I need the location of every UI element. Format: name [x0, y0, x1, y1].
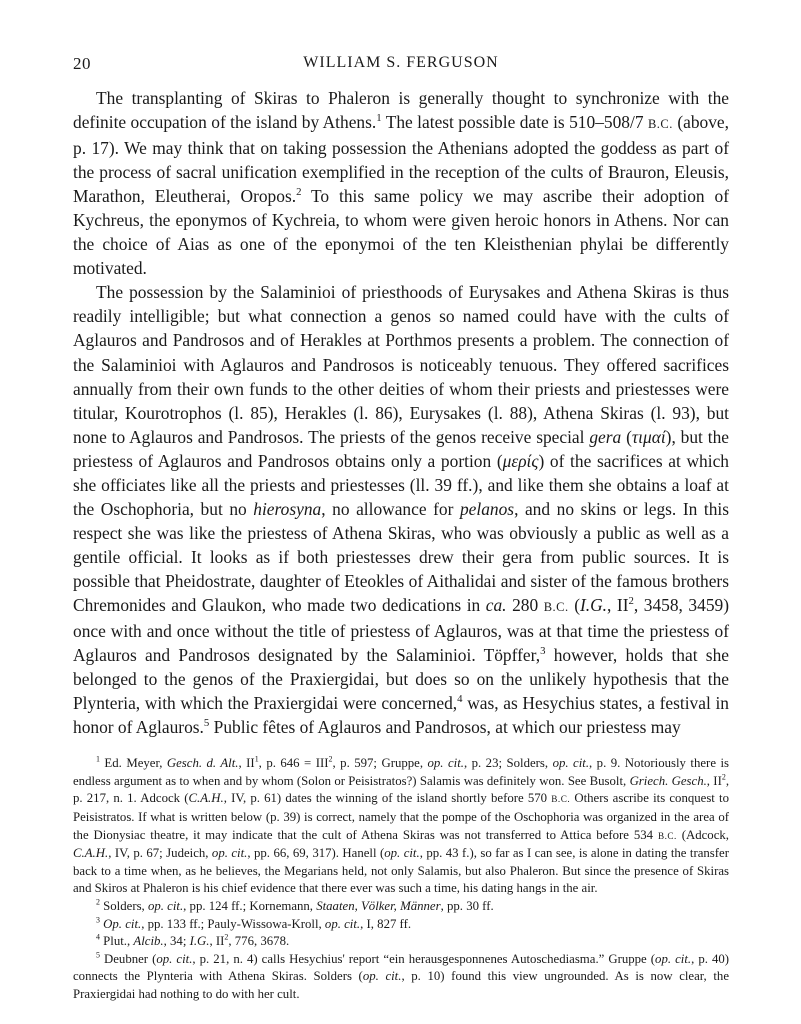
- footnote-ref: 1: [96, 755, 100, 764]
- text-run: , 3458, 3459) once with and once without the title of priestess of Aglauros, was at that time the priestess of Aglauros and Pandrosos designated by the Salaminioi. Töpffer,: [73, 594, 730, 666]
- text-run: Deubner (: [99, 951, 157, 966]
- text-run: ) of the sacrifices at which she officiates like all the priests and priestesses (ll. 39 ff.), and like them she obtains a loaf at the Oschophoria, but no: [73, 450, 729, 519]
- text-run: , 34;: [163, 934, 190, 949]
- italic-run: op. cit.: [324, 916, 361, 931]
- text-run: , p. 10) found this view ungrounded. As is now clear, the Praxiergidai had nothing to do with her cult.: [73, 969, 729, 1001]
- small-caps-run: B.C.: [657, 830, 677, 841]
- footnote-5: [73, 951, 729, 1004]
- italic-run: ca.: [485, 594, 507, 615]
- text-run: , IV, p. 67; Judeich,: [108, 846, 212, 861]
- text-run: , p. 23; Solders,: [463, 756, 553, 771]
- text-run: The latest possible date is 510–508/7: [381, 112, 648, 133]
- text-run: , 776, 3678.: [228, 934, 290, 949]
- italic-run: op. cit.: [362, 969, 402, 984]
- italic-run: gera: [589, 426, 622, 447]
- text-run: , pp. 66, 69, 317). Hanell (: [247, 846, 385, 861]
- footnote-ref: 4: [96, 932, 100, 942]
- small-caps-run: B.C.: [647, 117, 673, 132]
- text-run: , p. 597; Gruppe,: [332, 756, 428, 771]
- footnote-ref: 2: [628, 595, 634, 608]
- text-run: (: [621, 426, 632, 447]
- italic-run: op. cit.: [156, 951, 193, 966]
- text-run: , pp. 133 ff.; Pauly-Wissowa-Kroll,: [141, 916, 325, 931]
- text-run: Solders,: [99, 899, 148, 914]
- running-head: [73, 54, 729, 78]
- italic-run: I.G.: [579, 594, 608, 615]
- small-caps-run: B.C.: [551, 794, 571, 805]
- italic-run: op. cit.: [147, 899, 184, 914]
- text-run: , pp. 43 f.), so far as I can see, is alone in dating the transfer back to a time when, as he believes, the Megarians held, not only Salamis, but also Phaleron. But since the presence of Skiras and Skiros at Phaleron is his chief evidence that there ever was such a time, his dating hangs in the air.: [73, 846, 729, 896]
- text-run: , I, 827 ff.: [360, 916, 412, 931]
- footnote-ref: 1: [254, 755, 259, 764]
- footnote-ref: 2: [721, 772, 726, 782]
- footnote-ref: 1: [376, 112, 382, 125]
- italic-run: op. cit.: [655, 951, 692, 966]
- text-run: , p. 21, n. 4) calls Hesychius' report “ein herausgesponnenes Autoschediasma.” Gruppe (: [192, 951, 656, 966]
- text-run: however, holds that she belonged to the genos of the Praxiergidai, but does so on the unlikely hypothesis that the Plynteria, with which the Praxiergidai were concerned,: [73, 645, 729, 714]
- italic-run: Staaten, Völker, Männer: [316, 899, 441, 914]
- footnote-ref: 5: [96, 950, 100, 960]
- italic-run: Gesch. d. Alt.: [166, 756, 239, 771]
- italic-run: μερίς: [502, 450, 539, 471]
- text-run: was, as Hesychius states, a festival in honor of Aglauros.: [73, 693, 729, 738]
- italic-run: op. cit.: [552, 756, 590, 771]
- text-run: , p. 646 = III: [258, 756, 329, 771]
- footnote-ref: 2: [328, 755, 333, 764]
- italic-run: op. cit.: [427, 756, 464, 771]
- text-run: Others ascribe its conquest to Peisistratos. If what is written below (p. 39) is correct, namely that the pompe of the Oschophoria was organized in the area of the Dionysiac theatre, it may indicate that the cult of Athena Skiras was not transferred to Attica before 534: [73, 791, 729, 842]
- footnote-1: [73, 755, 729, 898]
- text-run: , IV, p. 61) dates the winning of the island shortly before 570: [223, 791, 552, 806]
- italic-run: Griech. Gesch.: [629, 773, 707, 788]
- text-run: , II: [209, 934, 225, 949]
- body-text: [73, 86, 729, 739]
- text-run: , p. 217, n. 1. Adcock (: [73, 773, 730, 806]
- text-run: Public fêtes of Aglauros and Pandrosos, at which our priestess may: [209, 717, 681, 738]
- footnote-2: [73, 898, 729, 916]
- text-run: , II: [607, 594, 629, 615]
- footnote-ref: 3: [96, 915, 100, 925]
- text-run: Ed. Meyer,: [99, 756, 167, 771]
- text-run: ), but the priestess of Aglauros and Pandrosos obtains only a portion (: [73, 426, 729, 471]
- text-run: To this same policy we may ascribe their adoption of Kychreus, the eponymos of Kychreia, to whom were given heroic honors in Athens. Nor can the choice of Aias as one of the eponymoi of the ten Kleisthenian phylai be differently motivated.: [73, 186, 729, 279]
- italic-run: τιμαί: [631, 426, 666, 447]
- text-run: (Adcock,: [676, 827, 729, 842]
- italic-run: I.G.: [189, 934, 210, 949]
- footnotes: [73, 755, 729, 1003]
- text-run: 280: [506, 594, 544, 615]
- text-run: The transplanting of Skiras to Phaleron is generally thought to synchronize with the definite occupation of the island by Athens.: [73, 88, 729, 133]
- text-run: (: [568, 594, 580, 615]
- footnote-ref: 2: [96, 897, 100, 907]
- italic-run: op. cit.: [211, 846, 248, 861]
- body-paragraph: [73, 280, 729, 739]
- footnote-ref: 2: [296, 186, 302, 199]
- italic-run: C.A.H.: [73, 846, 109, 861]
- footnote-ref: 2: [224, 932, 229, 942]
- footnote-ref: 5: [203, 717, 210, 730]
- text-run: (above, p. 17). We may think that on taking possession the Athenians adopted the goddess as part of the process of sacral unification exemplified in the reception of the cults of Brauron, Eleusis, Marathon, Eleutherai, Oropos.: [73, 112, 729, 207]
- footnote-ref: 3: [540, 645, 546, 658]
- page-number: 20: [73, 54, 91, 73]
- text-run: , pp. 124 ff.; Kornemann,: [183, 899, 317, 914]
- italic-run: Op. cit.: [103, 916, 142, 931]
- text-run: , pp. 30 ff.: [440, 899, 494, 914]
- italic-run: Alcib.: [133, 934, 164, 949]
- text-run: , II: [706, 773, 722, 788]
- italic-run: hierosyna: [253, 498, 322, 519]
- text-run: , p. 9. Notoriously there is endless argument as to when and by whom (Solon or Peisistratos?) Salamis was definitely won. See Busolt,: [73, 756, 729, 788]
- small-caps-run: B.C.: [543, 599, 569, 614]
- footnote-3: [73, 916, 729, 934]
- body-paragraph: [73, 86, 729, 280]
- italic-run: C.A.H.: [188, 791, 224, 806]
- text-run: The possession by the Salaminioi of priesthoods of Eurysakes and Athena Skiras is thus readily intelligible; but what connection a genos so named could have with the cults of Aglauros and Pandrosos and of Herakles at Porthmos presents a problem. The connection of the Salaminioi with Aglauros and Pandrosos is noticeably tenuous. They offered sacrifices annually from their own funds to the other deities of whom their priests and priestesses were titular, Kourotrophos (l. 85), Herakles (l. 86), Eurysakes (l. 88), Athena Skiras (l. 93), but none to Aglauros and Pandrosos. The priests of the genos receive special: [73, 282, 729, 447]
- italic-run: op. cit.: [384, 846, 420, 861]
- footnote-ref: 4: [457, 693, 463, 706]
- footnote-4: [73, 933, 729, 951]
- text-run: Plut.,: [99, 934, 134, 949]
- text-run: , and no skins or legs. In this respect she was like the priestess of Athena Skiras, who was obviously a public as well as a gentile official. It looks as if both priestesses drew their gera from public sources. It is possible that Pheidostrate, daughter of Eteokles of Aithalidai and sister of the famous brothers Chremonides and Glaukon, who made two dedications in: [73, 498, 729, 615]
- text-run: , p. 40) connects the Plynteria with Athena Skiras. Solders (: [73, 951, 730, 984]
- running-title: WILLIAM S. FERGUSON: [303, 54, 499, 71]
- text-run: , no allowance for: [321, 498, 460, 519]
- italic-run: pelanos: [459, 498, 515, 519]
- text-run: , II: [238, 756, 255, 771]
